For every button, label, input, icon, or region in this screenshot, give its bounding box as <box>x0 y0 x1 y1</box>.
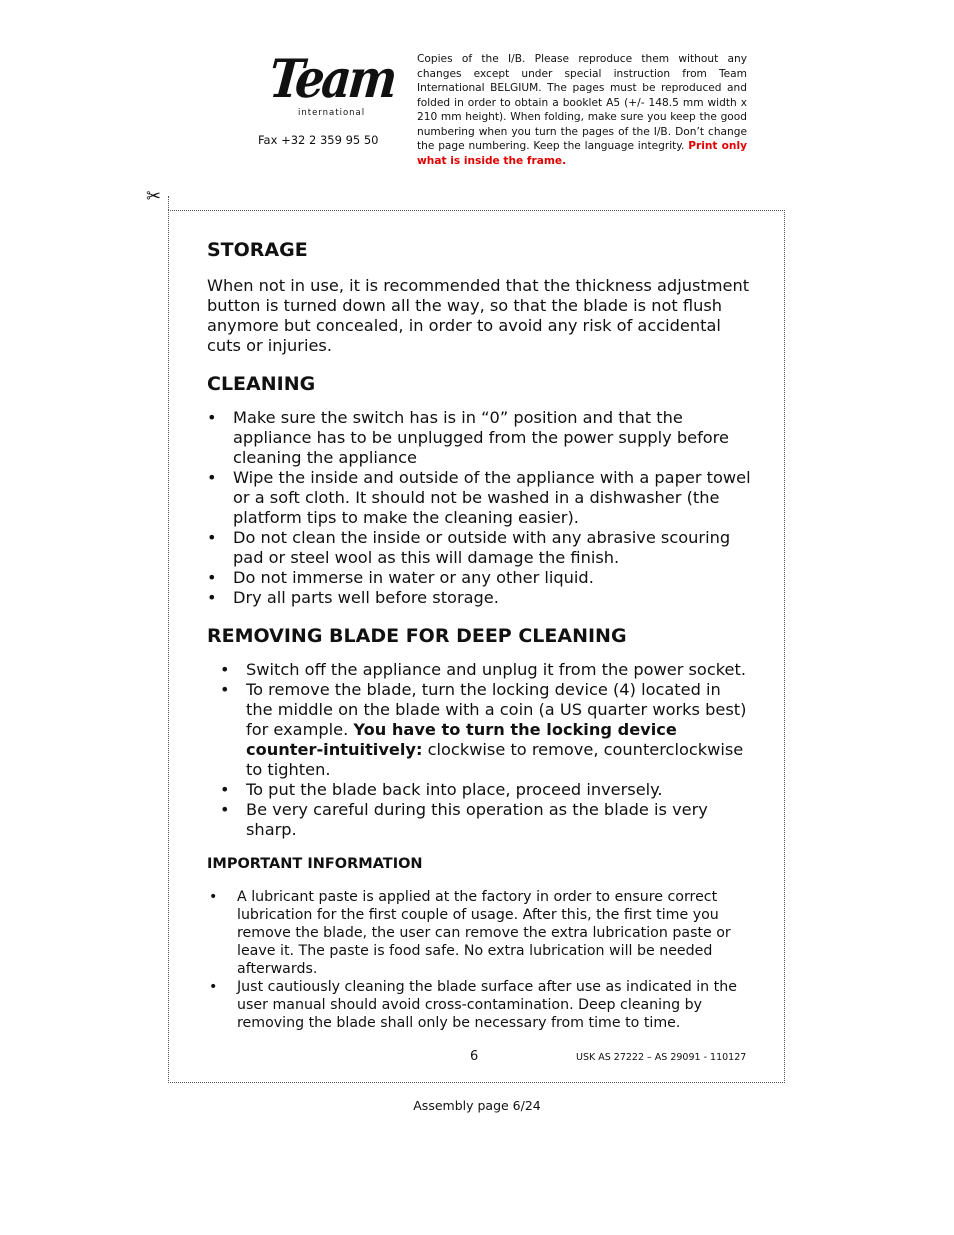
list-item: • Dry all parts well before storage. <box>207 588 752 608</box>
list-item <box>207 680 752 780</box>
team-logo <box>266 47 398 122</box>
list-item: • Wipe the inside and outside of the appliance with a paper towel or a soft cloth. It should not be washed in a dishwasher (the platform tips to make the cleaning easier). <box>207 468 752 528</box>
list-item: • Make sure the switch has is in “0” position and that the appliance has to be unplugged from the power supply before cleaning the appliance <box>207 408 752 468</box>
list-item: • Just cautiously cleaning the blade surface after use as indicated in the user manual should avoid cross-contamination. Deep cleaning by removing the blade shall only be necessary from time to time. <box>207 978 752 1032</box>
list-item: • Do not immerse in water or any other liquid. <box>207 568 752 588</box>
important-list <box>207 888 752 1032</box>
removing-list <box>207 660 752 840</box>
fax-number: Fax +32 2 359 95 50 <box>258 133 379 147</box>
assembly-page: Assembly page 6/24 <box>413 1098 541 1113</box>
cleaning-list <box>207 408 752 608</box>
scissors-icon: ✂ <box>146 186 162 207</box>
storage-heading: STORAGE <box>207 239 308 261</box>
removing-item2-tail: clockwise to remove, counterclockwise to tighten. <box>246 740 744 779</box>
notice-text: Copies of the I/B. Please reproduce them without any changes except under special instruction from Team International BELGIUM. The pages must be reproduced and folded in order to obtain a booklet A5 (+/- 148.5 mm width x 210 mm height). When folding, make sure you keep the good numbering when you turn the pages of the I/B. Don’t change the page numbering. Keep the language integrity. <box>417 53 747 152</box>
frame-notch <box>168 196 170 210</box>
removing-heading: REMOVING BLADE FOR DEEP CLEANING <box>207 625 627 647</box>
document-reference: USK AS 27222 – AS 29091 - 110127 <box>576 1052 747 1063</box>
logo-subtitle: international <box>298 108 366 118</box>
removing-item2-text: To remove the blade, turn the locking device (4) located in the middle on the blade with a coin (a US quarter works best) for example. <box>246 680 747 739</box>
list-item: • A lubricant paste is applied at the factory in order to ensure correct lubrication for the first couple of usage. After this, the first time you remove the blade, the user can remove the extra lubrication paste or leave it. The paste is food safe. No extra lubrication will be needed afterwards. <box>207 888 752 978</box>
storage-body: When not in use, it is recommended that the thickness adjustment button is turned down all the way, so that the blade is not flush anymore but concealed, in order to avoid any risk of accidental cuts or injuries. <box>207 276 750 355</box>
important-heading: IMPORTANT INFORMATION <box>207 856 423 872</box>
notice-warning: Print only what is inside the frame. <box>417 140 747 167</box>
list-item: • Do not clean the inside or outside with any abrasive scouring pad or steel wool as this will damage the finish. <box>207 528 752 568</box>
page-number: 6 <box>470 1049 479 1064</box>
logo-wordmark: Team <box>266 47 398 110</box>
list-item: • To put the blade back into place, proceed inversely. <box>207 780 752 800</box>
removing-item2-emphasis: You have to turn the locking device counter-intuitively: <box>246 720 677 759</box>
print-notice <box>417 52 747 168</box>
cleaning-heading: CLEANING <box>207 373 316 395</box>
list-item: • Be very careful during this operation as the blade is very sharp. <box>207 800 752 840</box>
page-content <box>207 236 752 1032</box>
list-item: • Switch off the appliance and unplug it from the power socket. <box>207 660 752 680</box>
